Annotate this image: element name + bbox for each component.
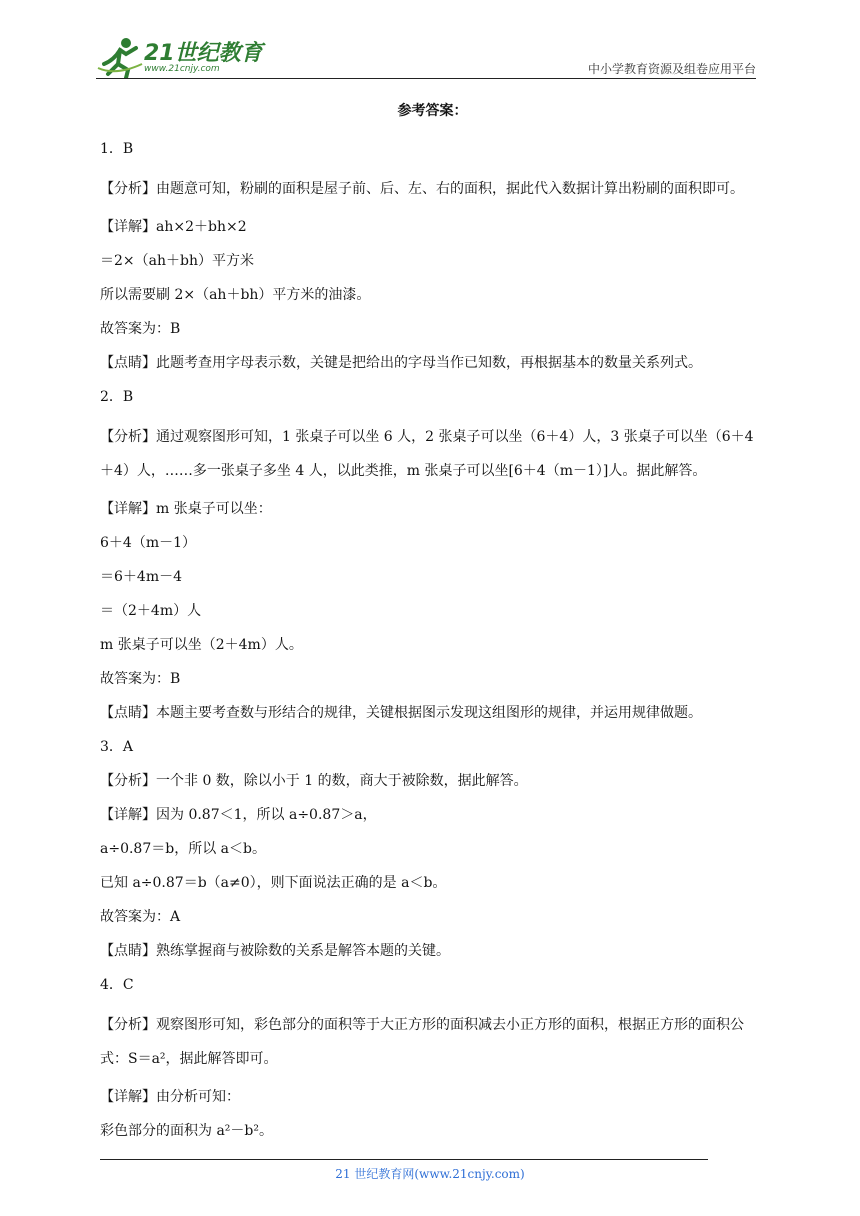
detail-text: 所以需要刷 2×（ah＋bh）平方米的油漆。 (100, 287, 371, 303)
answer-text: 故答案为：B (100, 671, 181, 687)
platform-name: 中小学教育资源及组卷应用平台 (587, 62, 756, 76)
detail-text: ＝2×（ah＋bh）平方米 (100, 253, 254, 269)
detail-text: 【详解】由分析可知： (100, 1089, 240, 1105)
answer-number: 1．B (100, 141, 134, 157)
analysis-text: 【分析】观察图形可知，彩色部分的面积等于大正方形的面积减去小正方形的面积，根据正方形的面积公式：S＝a²，据此解答即可。 (100, 1017, 744, 1067)
answer-number: 4．C (100, 977, 134, 993)
analysis-text: 【分析】通过观察图形可知，1 张桌子可以坐 6 人，2 张桌子可以坐（6＋4）人，3 张桌子可以坐（6＋4＋4）人，……多一张桌子多坐 4 人，以此类推，m 张桌子可以坐[6＋4（m－1）]人。据此解答。 (100, 429, 754, 479)
analysis-text: 【分析】由题意可知，粉刷的面积是屋子前、后、左、右的面积，据此代入数据计算出粉刷的面积即可。 (100, 181, 744, 197)
answer-text: 故答案为：B (100, 321, 181, 337)
detail-text: 【详解】m 张桌子可以坐： (100, 501, 272, 517)
site-logo (96, 34, 266, 78)
footer-text: 21 世纪教育网(www.21cnjy.com) (335, 1167, 525, 1181)
analysis-text: 【分析】一个非 0 数，除以小于 1 的数，商大于被除数，据此解答。 (100, 773, 528, 789)
detail-text: 【详解】ah×2＋bh×2 (100, 219, 247, 235)
comment-text: 【点睛】此题考查用字母表示数，关键是把给出的字母当作已知数，再根据基本的数量关系列式。 (100, 355, 702, 371)
answer-number: 3．A (100, 739, 134, 755)
logo-text: 21世纪教育 (144, 41, 263, 66)
page-header (96, 30, 756, 82)
comment-text: 【点睛】熟练掌握商与被除数的关系是解答本题的关键。 (100, 943, 450, 959)
detail-text: 【详解】因为 0.87＜1，所以 a÷0.87＞a， (100, 807, 377, 823)
answer-number: 2．B (100, 389, 134, 405)
answer-text: 故答案为：A (100, 909, 181, 925)
detail-text: 已知 a÷0.87＝b（a≠0），则下面说法正确的是 a＜b。 (100, 875, 447, 891)
logo-url: www.21cnjy.com (144, 64, 220, 74)
detail-text: a÷0.87＝b，所以 a＜b。 (100, 841, 266, 857)
comment-text: 【点睛】本题主要考查数与形结合的规律，关键根据图示发现这组图形的规律，并运用规律做题。 (100, 705, 702, 721)
detail-text: ＝（2＋4m）人 (100, 603, 202, 619)
detail-text: ＝6＋4m－4 (100, 569, 182, 585)
runner-logo-icon (96, 34, 144, 78)
detail-text: 6＋4（m－1） (100, 535, 196, 551)
footer-divider (100, 1159, 708, 1160)
detail-text: m 张桌子可以坐（2＋4m）人。 (100, 637, 303, 653)
header-divider (96, 78, 756, 79)
page-title: 参考答案： (397, 103, 468, 119)
answer-content (100, 100, 765, 1154)
detail-text: 彩色部分的面积为 a²－b²。 (100, 1123, 273, 1139)
